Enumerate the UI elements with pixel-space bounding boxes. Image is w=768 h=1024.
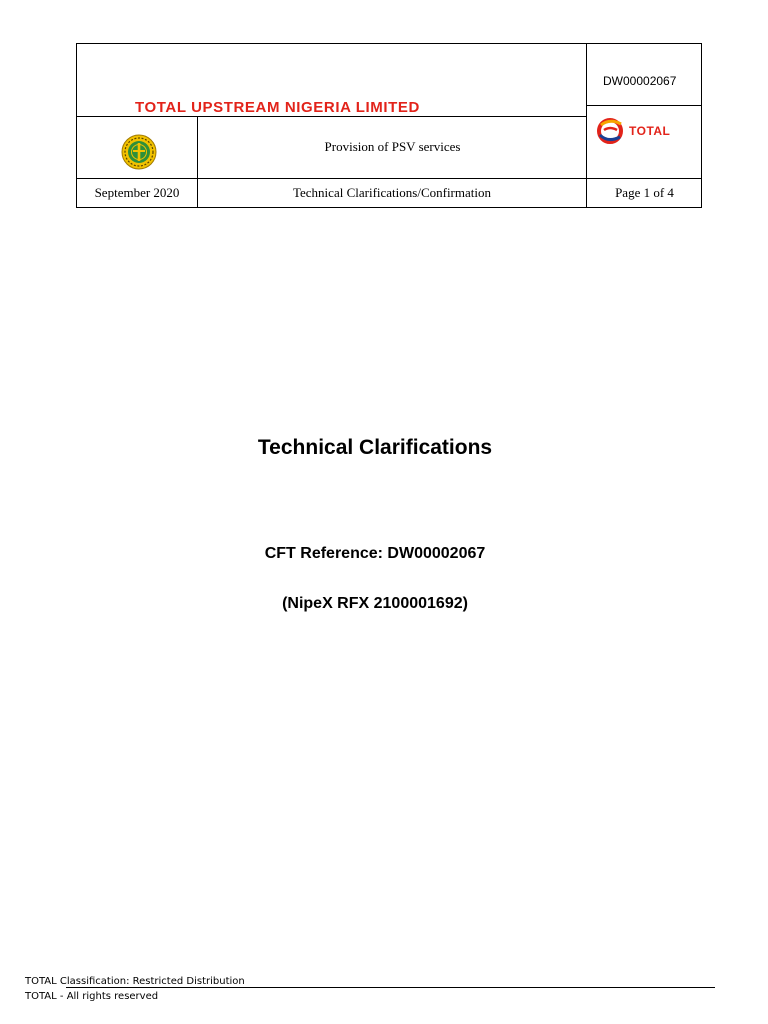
company-name: TOTAL UPSTREAM NIGERIA LIMITED bbox=[135, 99, 420, 116]
subject: Provision of PSV services bbox=[324, 139, 461, 154]
total-logo bbox=[595, 116, 685, 146]
footer-rights: TOTAL - All rights reserved bbox=[25, 991, 159, 1002]
doc-type-cell: Technical Clarifications/Confirmation bbox=[292, 185, 491, 200]
page-number-cell: Page 1 of 4 bbox=[615, 185, 674, 200]
nipex-reference: (NipeX RFX 2100001692) bbox=[282, 595, 468, 612]
footer-divider bbox=[66, 987, 715, 988]
divider-right-cell bbox=[586, 105, 702, 106]
nnpc-logo-icon bbox=[109, 132, 169, 172]
date-cell: September 2020 bbox=[94, 185, 180, 200]
divider-right bbox=[586, 44, 587, 208]
total-swirl-icon bbox=[595, 116, 629, 146]
document-id: DW00002067 bbox=[603, 74, 677, 88]
divider-footer-row bbox=[77, 178, 702, 179]
total-logo-text: TOTAL bbox=[629, 124, 671, 138]
page-title: Technical Clarifications bbox=[257, 436, 493, 459]
header-table bbox=[76, 43, 702, 208]
footer-classification: TOTAL Classification: Restricted Distribution bbox=[25, 976, 245, 987]
cft-reference: CFT Reference: DW00002067 bbox=[264, 545, 486, 562]
divider-title-row bbox=[77, 116, 586, 117]
